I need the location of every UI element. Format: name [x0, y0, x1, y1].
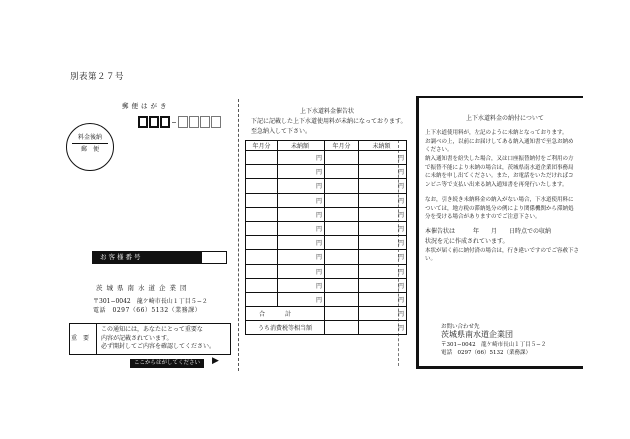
- table-row: [246, 236, 407, 250]
- form-number: 別表第２７号: [70, 72, 125, 82]
- postal-digit-box: [138, 116, 148, 128]
- month-cell: [325, 193, 359, 207]
- col-header-month: 年月分: [325, 141, 359, 151]
- postal-digit-box: [200, 116, 210, 128]
- month-cell: [246, 221, 278, 235]
- postal-digit-box: [211, 116, 221, 128]
- amount-cell: 円: [278, 236, 325, 250]
- fold-line: [238, 99, 239, 371]
- month-cell: [325, 179, 359, 193]
- paragraph-line: 上下水道使用料が，左記のように未納となっております。: [425, 130, 568, 136]
- table-row: [246, 207, 407, 221]
- paragraph-line: お調べの上，以前にお届けしてある納入通知書で至急お納めください。: [425, 138, 574, 153]
- amount-cell: 円: [359, 264, 407, 278]
- intro-line: 下記に記載した上下水道使用料が未納になっております。: [251, 118, 407, 125]
- tax-label: うち消費税等相当額: [246, 321, 325, 335]
- payment-info-title: 上下水道料金の納付について: [466, 115, 544, 122]
- month-cell: [325, 221, 359, 235]
- table-row: [246, 221, 407, 235]
- month-cell: [246, 179, 278, 193]
- reminder-title: 上下水道料金催告状: [300, 108, 355, 115]
- month-cell: [325, 207, 359, 221]
- payment-paragraph-3: なお，引き続き未納料金の納入がない場合，下水道使用料については，地方税の滞納処分の例により関係機関から滞納処分を受ける場合がありますのでご注意下さい。: [425, 197, 574, 220]
- postal-digit-box: [149, 116, 159, 128]
- amount-cell: 円: [278, 179, 325, 193]
- contact-phone: 電話 0297（66）5132（業務課）: [441, 350, 531, 356]
- amount-cell: 円: [359, 250, 407, 264]
- month-cell: [325, 236, 359, 250]
- total-label: 合計: [246, 307, 325, 321]
- postal-code-boxes: [138, 116, 222, 134]
- month-cell: [246, 278, 278, 292]
- postal-dash: [172, 122, 176, 134]
- unpaid-amount-table: [245, 140, 407, 335]
- stamp-line-1: 料金後納: [77, 134, 102, 141]
- amount-cell: 円: [359, 236, 407, 250]
- customer-number-field: [201, 251, 227, 264]
- amount-cell: 円: [359, 151, 407, 165]
- month-cell: [246, 165, 278, 179]
- month-cell: [325, 151, 359, 165]
- postal-digit-box: [189, 116, 199, 128]
- cert-line: 状況を元に作成されています。: [425, 238, 509, 245]
- amount-cell: 円: [278, 221, 325, 235]
- table-row: [246, 151, 407, 165]
- tax-row: [246, 321, 407, 335]
- notice-text: [101, 326, 215, 352]
- amount-cell: 円: [359, 179, 407, 193]
- amount-cell: 円: [359, 165, 407, 179]
- table-row: [246, 193, 407, 207]
- peel-arrow-icon: ▶: [212, 356, 219, 366]
- contact-name: 茨城県南水道企業団: [441, 330, 513, 339]
- amount-cell: 円: [278, 207, 325, 221]
- sender-phone: 電話 0297（66）5132（業務課）: [93, 307, 202, 314]
- notice-line: この通知には，あなたにとって重要な: [101, 326, 203, 333]
- payment-note: 本状が届く前に納付済の場合は，行き違いですのでご容赦下さい。: [425, 248, 580, 262]
- amount-cell: 円: [278, 250, 325, 264]
- amount-cell: 円: [278, 151, 325, 165]
- payment-paragraph-1: [425, 129, 578, 155]
- sender-address: 〒301−0042 龍ケ崎市長山１丁目５−２: [93, 298, 208, 305]
- amount-cell: 円: [278, 264, 325, 278]
- month-cell: [246, 292, 278, 306]
- amount-cell: 円: [359, 221, 407, 235]
- reminder-intro: [251, 117, 407, 137]
- sender-name: 茨城県南水道企業団: [96, 284, 191, 292]
- total-row: [246, 307, 407, 321]
- month-cell: [325, 292, 359, 306]
- month-cell: [246, 193, 278, 207]
- amount-cell: 円: [359, 193, 407, 207]
- amount-cell: 円: [278, 292, 325, 306]
- postal-digit-box: [160, 116, 170, 128]
- peel-here-label[interactable]: ここからはがしてください: [130, 359, 204, 368]
- month-cell: [246, 250, 278, 264]
- amount-cell: 円: [278, 165, 325, 179]
- table-row: [246, 278, 407, 292]
- postage-paid-stamp: [66, 123, 114, 171]
- month-cell: [325, 250, 359, 264]
- intro-line: 至急納入して下さい。: [251, 128, 312, 135]
- table-row: [246, 165, 407, 179]
- certification-statement: [425, 227, 580, 247]
- table-row: [246, 292, 407, 306]
- stamp-line-2: 郵 便: [80, 146, 99, 153]
- payment-paragraph-2: 納入通知書を紛失した場合，又は口座振替納付をご利用の方で振替不能により未納の場合は，茨城県南水道企業団事務局に未納を申し出てください。また，お電話をいただければコンビニ等で支払い出来る納入通知書を再発行いたします。: [425, 156, 574, 188]
- month-cell: [325, 264, 359, 278]
- month-cell: [325, 165, 359, 179]
- contact-label: お問い合わせ先: [441, 324, 480, 330]
- table-row: [246, 179, 407, 193]
- table-row: [246, 264, 407, 278]
- tax-amount-cell: 円: [359, 321, 407, 335]
- notice-line: 必ず開封してご内容を確認してください。: [101, 343, 216, 350]
- amount-cell: 円: [278, 193, 325, 207]
- amount-cell: 円: [359, 278, 407, 292]
- col-header-amount: 未納額: [359, 141, 407, 151]
- col-header-month: 年月分: [246, 141, 278, 151]
- postal-digit-box: [178, 116, 188, 128]
- amount-cell: 円: [278, 278, 325, 292]
- total-amount-cell: 円: [359, 307, 407, 321]
- amount-cell: 円: [359, 207, 407, 221]
- month-cell: [246, 151, 278, 165]
- notice-line: 内容が記載されています。: [101, 334, 173, 342]
- important-notice: [69, 323, 231, 355]
- col-header-amount: 未納額: [278, 141, 325, 151]
- month-cell: [246, 264, 278, 278]
- customer-number-label: お客様番号: [92, 251, 201, 264]
- notice-label: 重要: [70, 324, 97, 354]
- amount-cell: 円: [359, 292, 407, 306]
- table-row: [246, 250, 407, 264]
- contact-address: 〒301−0042 龍ケ崎市長山１丁目５−２: [441, 342, 547, 348]
- postcard-header: 郵便はがき: [122, 102, 170, 110]
- month-cell: [325, 278, 359, 292]
- cert-line: 本催告状は 年 月 日時点での収納: [425, 228, 552, 235]
- month-cell: [246, 236, 278, 250]
- month-cell: [246, 207, 278, 221]
